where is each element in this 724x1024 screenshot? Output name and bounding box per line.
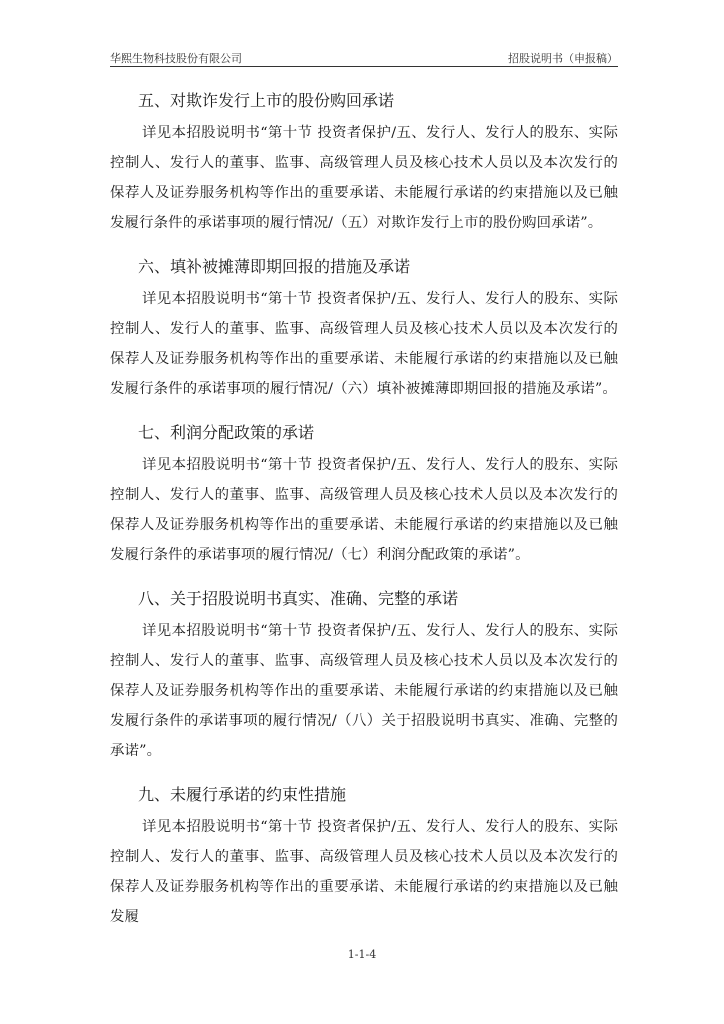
header-company-name: 华熙生物科技股份有限公司: [110, 52, 242, 65]
section-prospectus-truthfulness: [110, 586, 618, 766]
page-number: 1-1-4: [347, 948, 377, 961]
section-profit-distribution: [110, 420, 618, 570]
header-document-title: 招股说明书（申报稿）: [508, 52, 618, 65]
section-heading: 六、填补被摊薄即期回报的措施及承诺: [138, 257, 411, 276]
section-dilution-remedy: [110, 254, 618, 404]
section-paragraph: 详见本招股说明书“第十节 投资者保护/五、发行人、发行人的股东、实际控制人、发行人的董事、监事、高级管理人员及核心技术人员以及本次发行的保荐人及证券服务机构等作出的重要承诺、未能履行承诺的约束措施以及已触发履行条件的承诺事项的履行情况/（七）利润分配政策的承诺”。: [110, 457, 618, 563]
section-unfulfilled-commitments: [110, 782, 618, 932]
section-heading: 五、对欺诈发行上市的股份购回承诺: [138, 91, 395, 110]
page-header: [110, 48, 618, 67]
section-paragraph: 详见本招股说明书“第十节 投资者保护/五、发行人、发行人的股东、实际控制人、发行人的董事、监事、高级管理人员及核心技术人员以及本次发行的保荐人及证券服务机构等作出的重要承诺、未能履行承诺的约束措施以及已触发履行条件的承诺事项的履行情况/（五）对欺诈发行上市的股份购回承诺”。: [110, 125, 618, 231]
section-heading: 七、利润分配政策的承诺: [138, 423, 315, 442]
section-fraud-share-buyback: [110, 88, 618, 238]
section-heading: 九、未履行承诺的约束性措施: [138, 785, 347, 804]
section-paragraph: 详见本招股说明书“第十节 投资者保护/五、发行人、发行人的股东、实际控制人、发行人的董事、监事、高级管理人员及核心技术人员以及本次发行的保荐人及证券服务机构等作出的重要承诺、未能履行承诺的约束措施以及已触发履行条件的承诺事项的履行情况/（八）关于招股说明书真实、准确、完整的承诺”。: [110, 623, 618, 759]
section-paragraph: 详见本招股说明书“第十节 投资者保护/五、发行人、发行人的股东、实际控制人、发行人的董事、监事、高级管理人员及核心技术人员以及本次发行的保荐人及证券服务机构等作出的重要承诺、未能履行承诺的约束措施以及已触发履行条件的承诺事项的履行情况/（六）填补被摊薄即期回报的措施及承诺”。: [110, 291, 618, 397]
section-heading: 八、关于招股说明书真实、准确、完整的承诺: [138, 589, 459, 608]
document-body: [110, 88, 618, 948]
section-paragraph: 详见本招股说明书“第十节 投资者保护/五、发行人、发行人的股东、实际控制人、发行人的董事、监事、高级管理人员及核心技术人员以及本次发行的保荐人及证券服务机构等作出的重要承诺、未能履行承诺的约束措施以及已触发履: [110, 819, 618, 925]
